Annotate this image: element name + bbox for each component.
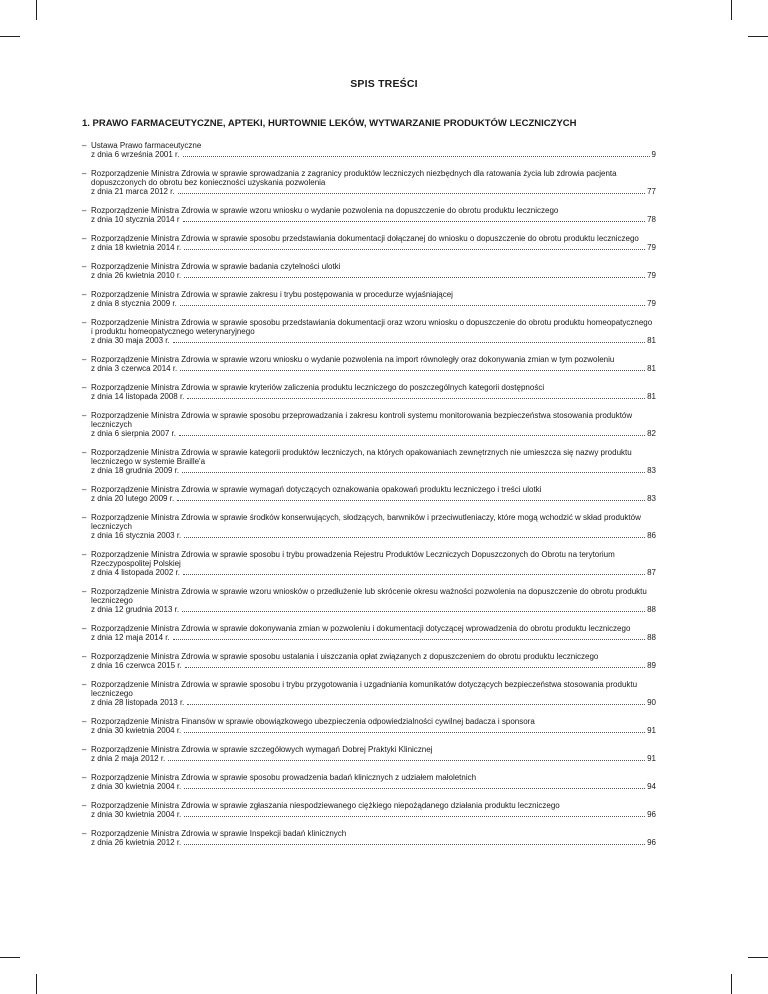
toc-entry	[82, 262, 656, 280]
toc-entry-page: 96	[647, 838, 656, 847]
toc-entry-title: Rozporządzenie Ministra Zdrowia w sprawie kryteriów zaliczenia produktu leczniczego do poszczególnych kategorii dostępności	[91, 383, 545, 392]
toc-entry-date: z dnia 3 czerwca 2014 r.	[91, 364, 178, 373]
toc-entry-date: z dnia 30 kwietnia 2004 r.	[91, 782, 182, 791]
toc-entry-page: 77	[647, 187, 656, 196]
dot-leader	[185, 666, 645, 668]
toc-entry-title: Rozporządzenie Ministra Zdrowia w sprawie zgłaszania niespodziewanego ciężkiego niepożądanego działania produktu leczniczego	[91, 801, 560, 810]
bullet-dash: –	[82, 513, 87, 522]
bullet-dash: –	[82, 801, 87, 810]
toc-entry	[82, 448, 656, 475]
toc-entry	[82, 234, 656, 252]
table-of-contents	[82, 141, 656, 857]
section-heading: 1. PRAWO FARMACEUTYCZNE, APTEKI, HURTOWNIE LEKÓW, WYTWARZANIE PRODUKTÓW LECZNICZYCH	[82, 118, 577, 129]
toc-entry	[82, 411, 656, 438]
toc-entry-title: Rozporządzenie Ministra Zdrowia w sprawie sposobu ustalania i uiszczania opłat związanych z dopuszczeniem do obrotu produktu leczniczego	[91, 652, 599, 661]
bullet-dash: –	[82, 290, 87, 299]
toc-entry	[82, 141, 656, 159]
dot-leader	[180, 369, 645, 371]
crop-mark	[0, 957, 20, 958]
bullet-dash: –	[82, 383, 87, 392]
toc-entry-date: z dnia 28 listopada 2013 r.	[91, 698, 185, 707]
toc-entry-title: Rozporządzenie Ministra Zdrowia w sprawie sprowadzania z zagranicy produktów leczniczych niezbędnych dla ratowania życia lub zdrowia pacjenta dopuszczonych do obrotu bez konieczności uzyskania pozwolenia	[91, 169, 617, 187]
toc-entry	[82, 717, 656, 735]
toc-entry-page: 81	[647, 364, 656, 373]
toc-entry	[82, 745, 656, 763]
bullet-dash: –	[82, 234, 87, 243]
toc-entry-page: 91	[647, 754, 656, 763]
toc-entry-page: 89	[647, 661, 656, 670]
toc-entry-date: z dnia 4 listopada 2002 r.	[91, 568, 180, 577]
toc-entry	[82, 485, 656, 503]
bullet-dash: –	[82, 448, 87, 457]
bullet-dash: –	[82, 485, 87, 494]
toc-entry-date: z dnia 2 maja 2012 r.	[91, 754, 166, 763]
toc-entry-date: z dnia 6 sierpnia 2007 r.	[91, 429, 176, 438]
crop-mark	[0, 36, 20, 37]
crop-mark	[731, 0, 732, 20]
dot-leader	[184, 843, 645, 845]
dot-leader	[173, 341, 645, 343]
crop-mark	[748, 36, 768, 37]
toc-entry-page: 79	[647, 299, 656, 308]
toc-entry-title: Rozporządzenie Ministra Zdrowia w sprawie środków konserwujących, słodzących, barwników i przeciwutleniaczy, które mogą wchodzić w skład produktów leczniczych	[91, 513, 641, 531]
toc-entry	[82, 624, 656, 642]
toc-entry	[82, 383, 656, 401]
toc-entry-title: Rozporządzenie Ministra Zdrowia w sprawie zakresu i trybu postępowania w procedurze wyjaśniającej	[91, 290, 453, 299]
toc-entry-page: 96	[647, 810, 656, 819]
toc-entry-title: Rozporządzenie Ministra Zdrowia w sprawie Inspekcji badań klinicznych	[91, 829, 347, 838]
toc-entry-page: 79	[647, 271, 656, 280]
toc-entry-page: 87	[647, 568, 656, 577]
toc-entry-date: z dnia 12 grudnia 2013 r.	[91, 605, 180, 614]
toc-entry-page: 9	[651, 150, 656, 159]
toc-entry-page: 78	[647, 215, 656, 224]
toc-entry-page: 86	[647, 531, 656, 540]
toc-entry	[82, 652, 656, 670]
bullet-dash: –	[82, 829, 87, 838]
dot-leader	[168, 759, 645, 761]
bullet-dash: –	[82, 141, 87, 150]
toc-entry-date: z dnia 16 czerwca 2015 r.	[91, 661, 182, 670]
bullet-dash: –	[82, 169, 87, 178]
dot-leader	[182, 610, 645, 612]
toc-entry-title: Ustawa Prawo farmaceutyczne	[91, 141, 202, 150]
toc-entry-title: Rozporządzenie Ministra Zdrowia w sprawie szczegółowych wymagań Dobrej Praktyki Klinicznej	[91, 745, 433, 754]
dot-leader	[184, 276, 645, 278]
crop-mark	[731, 974, 732, 994]
toc-entry-page: 83	[647, 494, 656, 503]
dot-leader	[179, 434, 645, 436]
toc-entry-title: Rozporządzenie Ministra Zdrowia w sprawie wymagań dotyczących oznakowania opakowań produktu leczniczego i treści ulotki	[91, 485, 542, 494]
toc-entry	[82, 550, 656, 577]
toc-entry-page: 88	[647, 605, 656, 614]
bullet-dash: –	[82, 624, 87, 633]
toc-entry	[82, 513, 656, 540]
bullet-dash: –	[82, 262, 87, 271]
toc-entry	[82, 829, 656, 847]
toc-entry-date: z dnia 30 kwietnia 2004 r.	[91, 810, 182, 819]
toc-entry-date: z dnia 6 września 2001 r.	[91, 150, 180, 159]
bullet-dash: –	[82, 411, 87, 420]
toc-entry-page: 94	[647, 782, 656, 791]
bullet-dash: –	[82, 318, 87, 327]
dot-leader	[178, 192, 645, 194]
toc-entry-title: Rozporządzenie Ministra Zdrowia w sprawie dokonywania zmian w pozwoleniu i dokumentacji dotyczącej wprowadzenia do obrotu produktu leczniczego	[91, 624, 631, 633]
toc-entry-date: z dnia 14 listopada 2008 r.	[91, 392, 185, 401]
toc-entry	[82, 206, 656, 224]
toc-entry-title: Rozporządzenie Ministra Zdrowia w sprawie sposobu i trybu przygotowania i uzgadniania komunikatów dotyczących bezpieczeństwa stosowania produktu leczniczego	[91, 680, 638, 698]
toc-entry-title: Rozporządzenie Ministra Zdrowia w sprawie sposobu przedstawiania dokumentacji oraz wzoru wniosku o dopuszczenie do obrotu produktu homeopatycznego i produktu homeopatycznego weterynaryjnego	[91, 318, 653, 336]
toc-entry-date: z dnia 30 kwietnia 2004 r.	[91, 726, 182, 735]
toc-entry-date: z dnia 26 kwietnia 2010 r.	[91, 271, 182, 280]
bullet-dash: –	[82, 717, 87, 726]
dot-leader	[173, 638, 645, 640]
page-title: SPIS TREŚCI	[350, 78, 418, 90]
toc-entry	[82, 318, 656, 345]
toc-entry-date: z dnia 18 kwietnia 2014 r.	[91, 243, 182, 252]
toc-entry-page: 90	[647, 698, 656, 707]
crop-mark	[748, 957, 768, 958]
bullet-dash: –	[82, 587, 87, 596]
toc-entry	[82, 801, 656, 819]
toc-entry-date: z dnia 21 marca 2012 r.	[91, 187, 175, 196]
toc-entry-title: Rozporządzenie Ministra Zdrowia w sprawie badania czytelności ulotki	[91, 262, 341, 271]
toc-entry-page: 79	[647, 243, 656, 252]
toc-entry-title: Rozporządzenie Ministra Zdrowia w sprawie sposobu przeprowadzania i zakresu kontroli systemu monitorowania bezpieczeństwa stosowania produktów leczniczych	[91, 411, 633, 429]
bullet-dash: –	[82, 550, 87, 559]
toc-entry-date: z dnia 16 stycznia 2003 r.	[91, 531, 182, 540]
dot-leader	[184, 787, 645, 789]
toc-entry-page: 91	[647, 726, 656, 735]
bullet-dash: –	[82, 773, 87, 782]
dot-leader	[184, 815, 645, 817]
toc-entry	[82, 680, 656, 707]
dot-leader	[187, 397, 645, 399]
toc-entry-title: Rozporządzenie Ministra Finansów w sprawie obowiązkowego ubezpieczenia odpowiedzialności cywilnej badacza i sponsora	[91, 717, 535, 726]
toc-entry-title: Rozporządzenie Ministra Zdrowia w sprawie sposobu i trybu prowadzenia Rejestru Produktów Leczniczych Dopuszczonych do Obrotu na terytorium Rzeczypospolitej Polskiej	[91, 550, 615, 568]
toc-entry-page: 81	[647, 392, 656, 401]
dot-leader	[184, 731, 645, 733]
dot-leader	[184, 536, 645, 538]
toc-entry-page: 83	[647, 466, 656, 475]
toc-entry-page: 88	[647, 633, 656, 642]
toc-entry-date: z dnia 12 maja 2014 r.	[91, 633, 170, 642]
bullet-dash: –	[82, 355, 87, 364]
toc-entry	[82, 355, 656, 373]
toc-entry-page: 82	[647, 429, 656, 438]
crop-mark	[36, 974, 37, 994]
toc-entry-title: Rozporządzenie Ministra Zdrowia w sprawie wzoru wniosku o wydanie pozwolenia na dopuszczenie do obrotu produktu leczniczego	[91, 206, 559, 215]
toc-entry-page: 81	[647, 336, 656, 345]
dot-leader	[183, 220, 646, 222]
toc-entry-title: Rozporządzenie Ministra Zdrowia w sprawie sposobu prowadzenia badań klinicznych z udziałem małoletnich	[91, 773, 477, 782]
toc-entry	[82, 169, 656, 196]
toc-entry-date: z dnia 18 grudnia 2009 r.	[91, 466, 180, 475]
bullet-dash: –	[82, 206, 87, 215]
toc-entry-date: z dnia 30 maja 2003 r.	[91, 336, 170, 345]
toc-entry	[82, 587, 656, 614]
bullet-dash: –	[82, 745, 87, 754]
toc-entry	[82, 773, 656, 791]
toc-entry-date: z dnia 10 stycznia 2014 r	[91, 215, 180, 224]
toc-entry-title: Rozporządzenie Ministra Zdrowia w sprawie wzoru wniosku o wydanie pozwolenia na import równoległy oraz dokonywania zmian w tym pozwoleniu	[91, 355, 615, 364]
bullet-dash: –	[82, 652, 87, 661]
toc-entry-title: Rozporządzenie Ministra Zdrowia w sprawie sposobu przedstawiania dokumentacji dołączanej do wniosku o dopuszczenie do obrotu produktu leczniczego	[91, 234, 639, 243]
toc-entry-title: Rozporządzenie Ministra Zdrowia w sprawie kategorii produktów leczniczych, na których opakowaniach zewnętrznych nie umieszcza się nazwy produktu leczniczego w systemie Braille'a	[91, 448, 632, 466]
toc-entry-title: Rozporządzenie Ministra Zdrowia w sprawie wzoru wniosków o przedłużenie lub skrócenie okresu ważności pozwolenia na dopuszczenie do obrotu produktu leczniczego	[91, 587, 647, 605]
toc-entry-date: z dnia 20 lutego 2009 r.	[91, 494, 175, 503]
dot-leader	[187, 703, 645, 705]
dot-leader	[184, 248, 645, 250]
dot-leader	[183, 573, 645, 575]
toc-entry-date: z dnia 26 kwietnia 2012 r.	[91, 838, 182, 847]
dot-leader	[182, 471, 645, 473]
dot-leader	[177, 499, 645, 501]
toc-entry	[82, 290, 656, 308]
dot-leader	[180, 304, 645, 306]
crop-mark	[36, 0, 37, 20]
bullet-dash: –	[82, 680, 87, 689]
toc-entry-date: z dnia 8 stycznia 2009 r.	[91, 299, 177, 308]
dot-leader	[183, 155, 650, 157]
